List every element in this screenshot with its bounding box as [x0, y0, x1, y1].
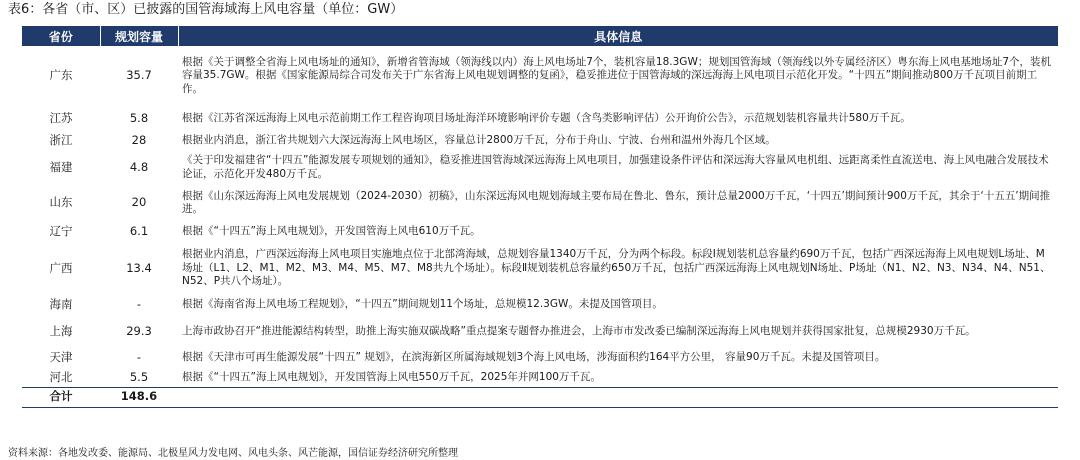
info-cell: 《关于印发福建省“十四五”能源发展专项规划的通知》，稳妥推进国管海域深远海海上风电项目，加强建设条件评估和深远海大容量风电机组、远距离柔性直流送电、海上风电融合发展技术论证，示范化开发480万千瓦。 — [182, 154, 1049, 180]
total-row — [22, 387, 1058, 407]
capacity-cell: 5.8 — [129, 110, 149, 125]
info-cell: 根据业内消息，广西深远海海上风电项目实施地点位于北部湾海域，总规划容量1340万千瓦，分为两个标段。标段Ⅰ规划装机总容量约690万千瓦，包括广西深远海海上风电规划L场址、M场址（L1、L2、M1、M2、M3、M4、M5、M7、M8共九个场址）。标段Ⅱ规划装机总容量约650万千瓦，包括广西深远海海上风电规划N场址、P场址（N1、N2、N3、N34、N4、N51、N52、P共八个场址）。 — [178, 242, 1058, 295]
province-cell: 浙江 — [49, 133, 73, 148]
province-cell: 河北 — [49, 369, 73, 384]
capacity-table — [22, 26, 1058, 408]
total-info-empty — [178, 387, 1058, 407]
capacity-cell: 35.7 — [126, 68, 152, 83]
total-label: 合计 — [22, 387, 100, 407]
province-cell: 山东 — [49, 195, 73, 210]
province-cell: 天津 — [49, 350, 73, 365]
total-capacity: 148.6 — [100, 387, 178, 407]
table-row — [22, 131, 1058, 151]
source-note: 资料来源：各地发改委、能源局、北极星风力发电网、风电头条、风芒能源，国信证券经济研究所整理 — [8, 448, 458, 459]
info-cell: 根据《天津市可再生能源发展“十四五” 规划》，在滨海新区所属海域规划3个海上风电场，涉海面积约164平方公里， 容量90万千瓦。未提及国管项目。 — [182, 351, 886, 364]
capacity-cell: - — [136, 297, 142, 312]
info-cell: 根据《关于调整全省海上风电场址的通知》，新增省管海域（领海线以内）海上风电场址7个，装机容量18.3GW；规划国管海域（领海线以外专属经济区）粤东海上风电基地场址7个，装机容量35.7GW。根据《国家能源局综合司发布关于广东省海上风电规划调整的复函》，稳妥推进位于国管海域的深远海海上风电项目示范化开发。“十四五”期间推动800万千瓦项目前期工作。 — [178, 46, 1058, 106]
table-row — [22, 295, 1058, 315]
table-row — [22, 368, 1058, 387]
info-cell: 根据业内消息，浙江省共规划六大深远海海上风电场区，容量总计2800万千瓦，分布于舟山、宁波、台州和温州外海几个区域。 — [178, 131, 1058, 151]
info-cell: 根据《山东深远海海上风电发展规划（2024-2030）初稿》，山东深远海风电规划海域主要布局在鲁北、鲁东，预计总量2000万千瓦，‘十四五’期间预计900万千瓦，其余于‘十五五’期间推进。 — [178, 184, 1058, 222]
header-province: 省份 — [22, 26, 100, 46]
table-row — [22, 184, 1058, 222]
province-cell: 海南 — [49, 297, 73, 312]
province-cell: 江苏 — [49, 110, 73, 125]
province-cell: 辽宁 — [49, 224, 73, 239]
capacity-cell: 29.3 — [126, 323, 152, 338]
capacity-cell: - — [136, 350, 142, 365]
province-cell: 福建 — [49, 159, 73, 174]
info-cell: 根据《“十四五”海上风电规划》，开发国管海上风电550万千瓦，2025年并网100万千瓦。 — [178, 368, 1058, 387]
info-cell: 根据《江苏省深远海海上风电示范前期工作工程咨询项目场址海洋环境影响评价专题（含鸟类影响评估）公开询价公告》，示范规划装机容量共计580万千瓦。 — [182, 111, 911, 124]
province-cell: 上海 — [49, 323, 73, 338]
table-title: 表6：各省（市、区）已披露的国管海域海上风电容量（单位：GW） — [8, 2, 404, 17]
province-cell: 广东 — [49, 68, 73, 83]
table-row — [22, 151, 1058, 184]
capacity-cell: 28 — [131, 133, 147, 148]
header-info: 具体信息 — [178, 26, 1058, 46]
table-row — [22, 242, 1058, 295]
capacity-cell: 13.4 — [126, 260, 152, 275]
table-row — [22, 348, 1058, 368]
info-cell: 根据《“十四五”海上风电规划》，开发国管海上风电610万千瓦。 — [182, 225, 481, 238]
table-row — [22, 222, 1058, 242]
table-row — [22, 106, 1058, 131]
info-cell: 根据《海南省海上风电场工程规划》，“十四五”期间规划11个场址，总规模12.3GW。未提及国管项目。 — [182, 298, 663, 311]
table-row — [22, 46, 1058, 106]
capacity-cell: 6.1 — [129, 224, 149, 239]
capacity-cell: 4.8 — [129, 159, 149, 174]
capacity-cell: 5.5 — [129, 369, 149, 384]
province-cell: 广西 — [49, 260, 73, 275]
info-cell: 上海市政协召开“推进能源结构转型，助推上海实施双碳战略”重点提案专题督办推进会，上海市市发改委已编制深远海海上风电规划并获得国家批复，总规模2930万千瓦。 — [178, 315, 1058, 348]
header-capacity: 规划容量 — [100, 26, 178, 46]
capacity-cell: 20 — [131, 195, 147, 210]
table-header-row — [22, 26, 1058, 46]
table-row — [22, 315, 1058, 348]
